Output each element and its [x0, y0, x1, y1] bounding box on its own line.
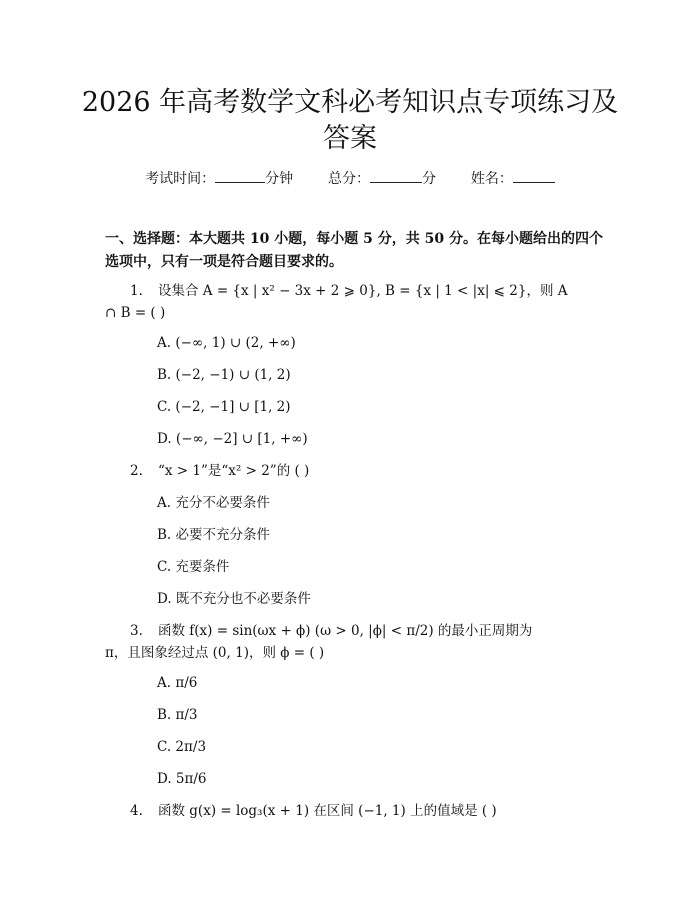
page-title-line-1: 2026 年高考数学文科必考知识点专项练习及	[81, 87, 619, 118]
question-3-continued: π，且图象经过点 (0, 1)，则 ϕ = ( )	[105, 645, 325, 661]
exam-time-blank[interactable]	[215, 168, 265, 183]
question-2-option-b[interactable]: B. 必要不充分条件	[157, 527, 271, 543]
question-3-option-c[interactable]: C. 2π/3	[157, 739, 207, 755]
question-number: 3.	[130, 623, 143, 639]
question-3	[130, 622, 532, 640]
name-blank[interactable]	[513, 168, 555, 183]
name-label: 姓名：	[470, 171, 513, 187]
total-score-unit: 分	[422, 171, 436, 187]
exam-time-unit: 分钟	[265, 171, 294, 187]
question-3-option-a[interactable]: A. π/6	[157, 675, 198, 691]
question-4	[130, 802, 497, 820]
question-2-option-c[interactable]: C. 充要条件	[157, 559, 230, 575]
total-score-blank[interactable]	[370, 168, 422, 183]
exam-info-bar	[0, 168, 700, 189]
question-1-option-a[interactable]: A. (−∞, 1) ∪ (2, +∞)	[157, 335, 296, 351]
total-score-label: 总分：	[328, 171, 370, 187]
question-1-continued: ∩ B = ( )	[105, 305, 166, 321]
question-text: 设集合 A = {x | x² − 3x + 2 ⩾ 0}, B = {x | 1 < |x| ⩽ 2}，则 A	[158, 283, 568, 299]
question-number: 4.	[130, 803, 143, 819]
question-2	[130, 462, 309, 480]
page-title-line-2: 答案	[323, 123, 377, 154]
question-text: 函数 g(x) = log₃(x + 1) 在区间 (−1, 1) 上的值域是 ( )	[158, 803, 497, 819]
question-number: 2.	[130, 463, 143, 479]
question-text: “x > 1”是“x² > 2”的 ( )	[158, 463, 310, 479]
question-1-option-b[interactable]: B. (−2, −1) ∪ (1, 2)	[157, 367, 291, 383]
section-heading: 一、选择题：本大题共 10 小题，每小题 5 分，共 50 分。在每小题给出的四个选项中，只有一项是符合题目要求的。	[105, 231, 603, 270]
question-1-option-d[interactable]: D. (−∞, −2] ∪ [1, +∞)	[157, 431, 308, 447]
question-2-option-d[interactable]: D. 既不充分也不必要条件	[157, 591, 311, 607]
question-text: 函数 f(x) = sin(ωx + ϕ) (ω > 0, |ϕ| < π/2) 的最小正周期为	[158, 623, 533, 639]
question-1	[130, 282, 567, 300]
question-3-option-b[interactable]: B. π/3	[157, 707, 198, 723]
question-1-option-c[interactable]: C. (−2, −1] ∪ [1, 2)	[157, 399, 291, 415]
question-2-option-a[interactable]: A. 充分不必要条件	[157, 495, 270, 511]
question-number: 1.	[130, 283, 143, 299]
exam-time-label: 考试时间：	[145, 171, 216, 187]
question-3-option-d[interactable]: D. 5π/6	[157, 771, 207, 787]
